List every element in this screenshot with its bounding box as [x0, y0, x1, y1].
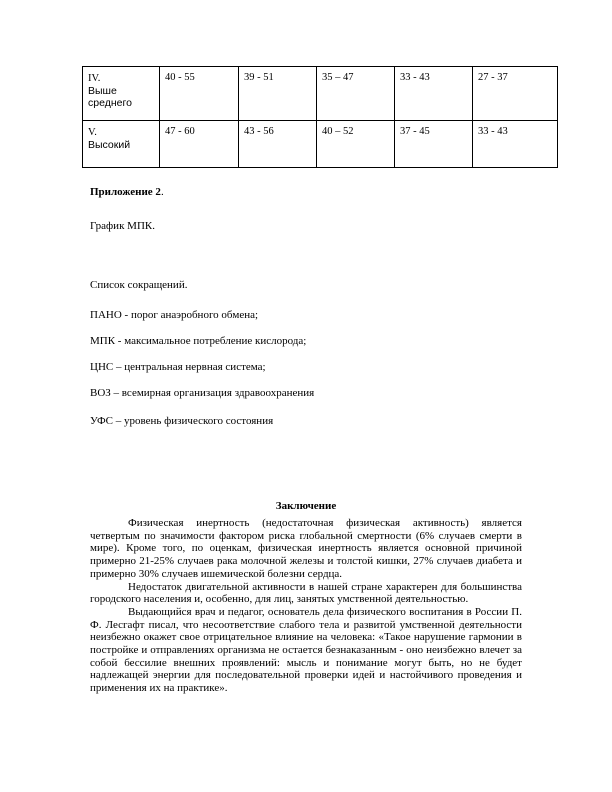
conclusion-paragraph: Выдающийся врач и педагог, основатель дела физического воспитания в России П. Ф. Лесгафт писал, что несоответствие слабого тела и развитой умственной деятельности неизбежно окажет свое отрицательное влияние на человека: «Такое нарушение гармонии в постройке и отправлениях организма не остается безнаказанным - оно неизбежно влечет за собой бессилие внешних проявлений: мысль и понимание могут быть, но не будет надлежащей энергии для последовательной проверки идей и настойчивого проведения и применения их на практике».: [90, 605, 522, 695]
conclusion-paragraph: Недостаток двигательной активности в нашей стране характерен для большинства городского населения и, особенно, для лиц, занятых умственной деятельностью.: [90, 580, 522, 606]
graph-title: График МПК.: [90, 220, 155, 232]
value-cell: 27 - 37: [473, 67, 558, 121]
value-cell: 40 - 55: [160, 67, 239, 121]
value-cell: 47 - 60: [160, 121, 239, 168]
level-cell: [83, 121, 160, 168]
norms-table: [82, 66, 558, 168]
level-cell: [83, 67, 160, 121]
conclusion-paragraph: Физическая инертность (недостаточная физическая активность) является четвертым по значимости фактором риска глобальной смертности (6% случаев смерти в мире). Кроме того, по оценкам, физическая инертность является основной причиной примерно 21-25% случаев рака молочной железы и толстой кишки, 27% случаев диабета и примерно 30% случаев ишемической болезни сердца.: [90, 517, 522, 580]
conclusion-title: Заключение: [275, 500, 337, 512]
level-number: IV.: [88, 73, 101, 84]
conclusion-body: [90, 517, 522, 695]
appendix-label: Приложение 2: [90, 186, 161, 198]
table-row: [83, 67, 558, 121]
value-cell: 33 - 43: [395, 67, 473, 121]
abbreviation-item: МПК - максимальное потребление кислорода;: [90, 335, 307, 347]
value-cell: 43 - 56: [239, 121, 317, 168]
level-number: V.: [88, 127, 97, 138]
appendix-heading: [90, 186, 164, 199]
level-label: Высокий: [88, 139, 131, 151]
level-label: среднего: [88, 97, 132, 109]
abbreviation-item: ВОЗ – всемирная организация здравоохранения: [90, 387, 315, 399]
abbreviation-item: ПАНО - порог анаэробного обмена;: [90, 309, 259, 321]
level-label: Выше: [88, 85, 117, 97]
appendix-suffix: .: [160, 186, 164, 198]
value-cell: 40 – 52: [317, 121, 395, 168]
table-row: [83, 121, 558, 168]
abbreviations-title: Список сокращений.: [90, 279, 188, 291]
abbreviation-item: УФС – уровень физического состояния: [90, 415, 274, 427]
value-cell: 37 - 45: [395, 121, 473, 168]
value-cell: 39 - 51: [239, 67, 317, 121]
value-cell: 33 - 43: [473, 121, 558, 168]
abbreviation-item: ЦНС – центральная нервная система;: [90, 361, 266, 373]
value-cell: 35 – 47: [317, 67, 395, 121]
